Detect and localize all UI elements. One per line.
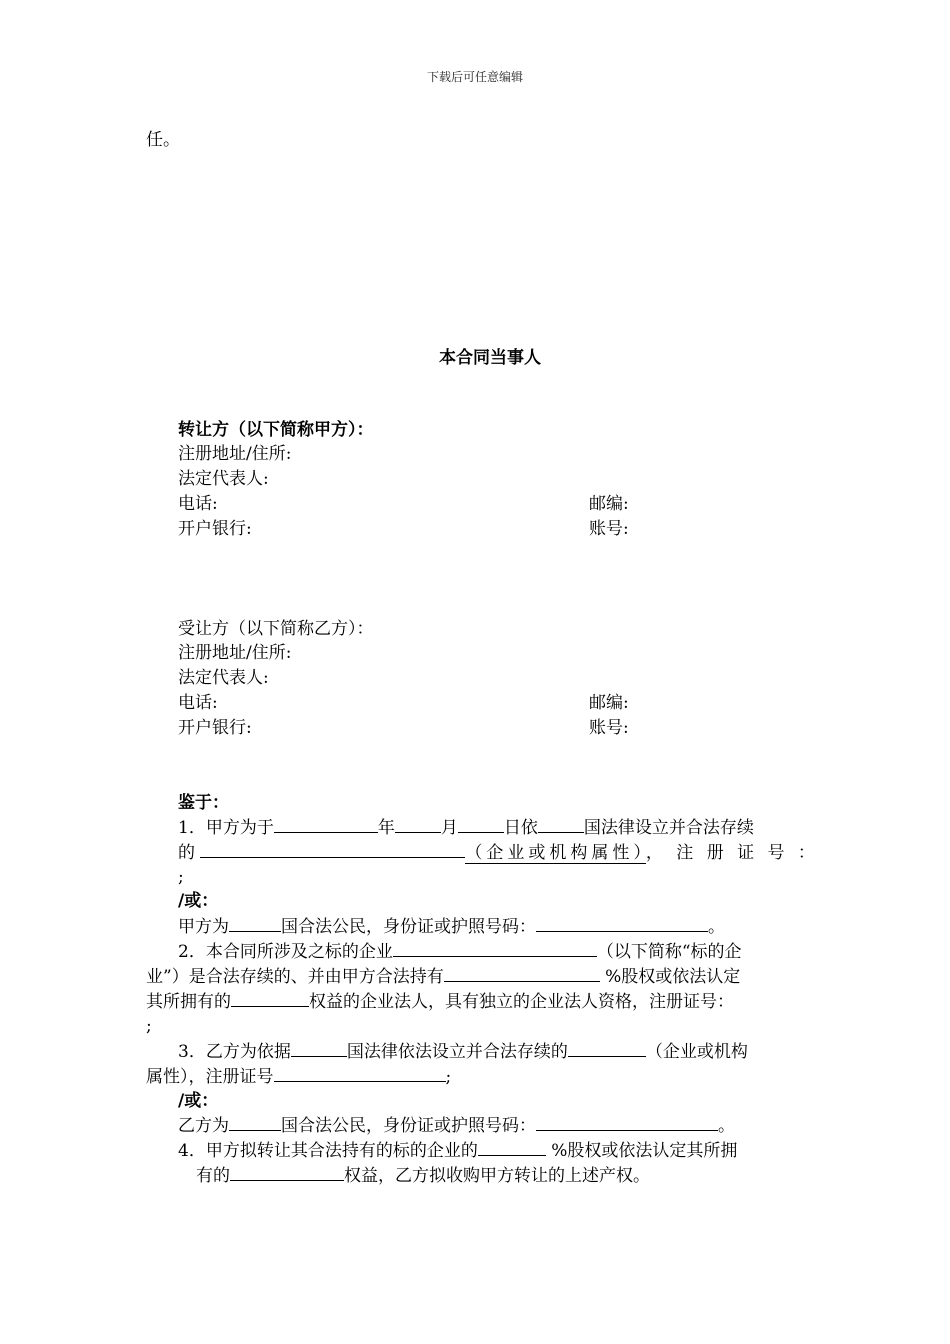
clause-1-line-2 [178, 840, 819, 865]
blank-line [568, 1039, 646, 1057]
party-a-address-label: 注册地址/住所: [178, 444, 292, 464]
party-b-phone-label: 电话: [178, 693, 218, 713]
clause-text: 年 [377, 818, 395, 838]
clause-text: （企业或机构 [645, 1042, 748, 1062]
clause-text: 2．本合同所涉及之标的企业 [178, 942, 393, 962]
party-b-citizen-line [178, 1113, 735, 1138]
clause-text: 国合法公民，身份证或护照号码： [281, 1116, 536, 1136]
clause-text: 的 [178, 843, 195, 863]
clause-text: 有的 [196, 1166, 230, 1186]
section-title: 本合同当事人 [439, 348, 541, 368]
clause-text: 4．甲方拟转让其合法持有的标的企业的 [178, 1141, 478, 1161]
clause-text: 业”）是合法存续的、并由甲方合法持有 [146, 967, 444, 987]
clause-text: 权益的企业法人，具有独立的企业法人资格，注册证号： [309, 992, 734, 1012]
party-a-citizen-line [178, 914, 725, 939]
blank-line [231, 989, 309, 1007]
entity-attribute-text: （企业或机构属性） [465, 843, 646, 863]
party-b-account-label: 账号: [589, 718, 629, 738]
clause-text: 。 [718, 1116, 735, 1136]
blank-line [291, 1039, 347, 1057]
clause-text: %股权或依法认定其所拥 [551, 1141, 738, 1161]
clause-2-line-3 [146, 989, 734, 1014]
blank-line [478, 1138, 546, 1156]
clause-text: （以下简称“标的企 [596, 942, 742, 962]
whereas-heading: 鉴于： [178, 793, 229, 813]
clause-text: 属性），注册证号 [146, 1067, 274, 1087]
blank-line [395, 815, 441, 833]
party-b-address-label: 注册地址/住所: [178, 643, 292, 663]
party-b-bank-label: 开户银行: [178, 718, 252, 738]
clause-2-line-2 [146, 964, 740, 989]
blank-line [536, 1113, 718, 1131]
clause-text: 甲方为 [178, 917, 229, 937]
party-b-heading: 受让方（以下简称乙方）： [178, 619, 374, 639]
party-a-account-label: 账号: [589, 519, 629, 539]
clause-3-line-1 [178, 1039, 748, 1064]
clause-1-line-3: ; [178, 867, 184, 887]
party-a-rep-label: 法定代表人: [178, 469, 269, 489]
page-header: 下载后可任意编辑 [426, 70, 523, 84]
clause-text: %股权或依法认定 [605, 967, 741, 987]
clause-text: 1．甲方为于 [178, 818, 274, 838]
blank-line [538, 815, 584, 833]
clause-2-line-1 [178, 939, 742, 964]
clause-text: ; [445, 1067, 452, 1087]
party-a-bank-label: 开户银行: [178, 519, 252, 539]
blank-line [274, 815, 378, 833]
clause-text: 国法律设立并合法存续 [583, 818, 754, 838]
party-b-postcode-label: 邮编: [589, 693, 629, 713]
blank-line [458, 815, 504, 833]
or-heading-2: /或： [178, 1091, 219, 1111]
blank-line [393, 939, 597, 957]
clause-text: 日依 [503, 818, 538, 838]
clause-text: 月 [440, 818, 458, 838]
clause-text: 3．乙方为依据 [178, 1042, 291, 1062]
clause-4-line-2 [196, 1163, 650, 1188]
clause-3-line-2 [146, 1064, 451, 1089]
blank-line [536, 914, 708, 932]
blank-line [200, 840, 465, 858]
party-a-postcode-label: 邮编: [589, 494, 629, 514]
blank-line [444, 964, 600, 982]
previous-page-text: 任。 [146, 130, 180, 150]
blank-line [229, 1113, 281, 1131]
party-a-heading: 转让方（以下简称甲方）： [178, 420, 374, 440]
clause-1-line-1 [178, 815, 754, 840]
blank-line [274, 1064, 446, 1082]
or-heading-1: /或： [178, 891, 219, 911]
party-a-phone-label: 电话: [178, 494, 218, 514]
clause-4-line-1 [178, 1138, 737, 1163]
clause-text: 权益，乙方拟收购甲方转让的上述产权。 [344, 1166, 650, 1186]
blank-line [230, 1163, 344, 1181]
party-b-rep-label: 法定代表人: [178, 668, 269, 688]
clause-2-line-4: ; [146, 1016, 152, 1036]
clause-text: 其所拥有的 [146, 992, 231, 1012]
blank-line [229, 914, 281, 932]
clause-text: 。 [708, 917, 725, 937]
clause-text: 乙方为 [178, 1116, 229, 1136]
clause-text: ， 注 册 证 号 ： [645, 843, 819, 863]
clause-text: 国合法公民，身份证或护照号码： [281, 917, 536, 937]
clause-text: 国法律依法设立并合法存续的 [346, 1042, 568, 1062]
